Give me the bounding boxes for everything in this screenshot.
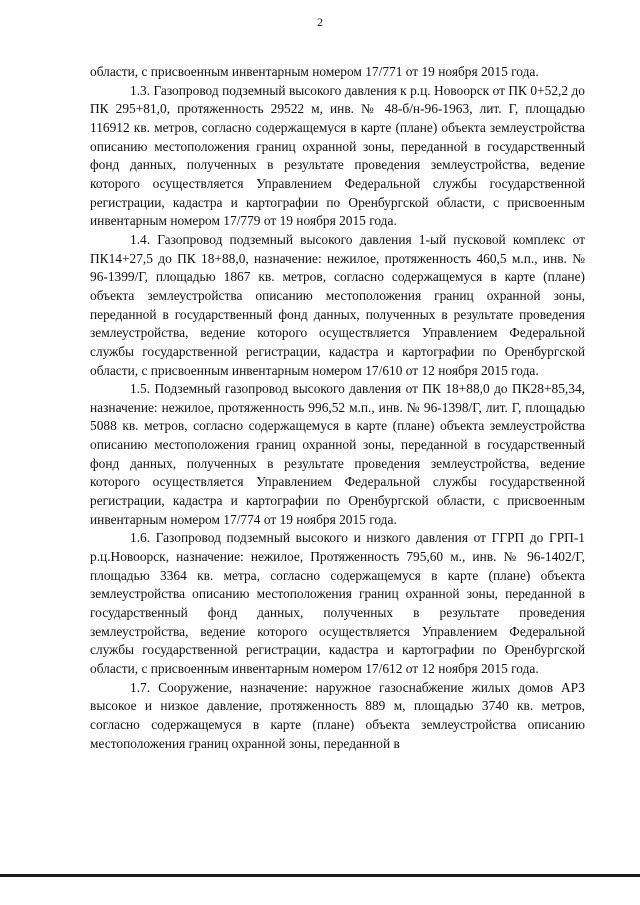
page-number: 2 bbox=[317, 15, 323, 29]
document-body bbox=[90, 63, 585, 753]
page-bottom-rule bbox=[0, 874, 640, 877]
paragraph-1-7: 1.7. Сооружение, назначение: наружное газоснабжение жилых домов АРЗ высокое и низкое давление, протяженность 889 м, площадью 3740 кв. метров, согласно содержащемуся в карте (плане) объекта землеустройства описанию местоположения границ охранной зоны, переданной в bbox=[90, 679, 585, 751]
paragraph-1-4: 1.4. Газопровод подземный высокого давления 1-ый пусковой комплекс от ПК14+27,5 до ПК 18+88,0, назначение: нежилое, протяженность 460,5 м.п., инв. № 96-1399/Г, площадью 1867 кв. метров, согласно содержащемуся в карте (плане) объекта землеустройства описанию местоположения границ охранной зоны, переданной в государственный фонд данных, полученных в результате проведения землеустройства, ведение которого осуществляется Управлением Федеральной службы государственной регистрации, кадастра и картографии по Оренбургской области, с присвоенным инвентарным номером 17/610 от 12 ноября 2015 года. bbox=[90, 231, 585, 378]
paragraph-1-5: 1.5. Подземный газопровод высокого давления от ПК 18+88,0 до ПК28+85,34, назначение: нежилое, протяженность 996,52 м.п., инв. № 96-1398/Г, лит. Г, площадью 5088 кв. метров, согласно содержащемуся в карте (плане) объекта землеустройства описанию местоположения границ охранной зоны, переданной в государственный фонд данных, полученных в результате проведения землеустройства, ведение которого осуществляется Управлением Федеральной службы государственной регистрации, кадастра и картографии по Оренбургской области, с присвоенным инвентарным номером 17/774 от 19 ноября 2015 года. bbox=[90, 381, 585, 527]
paragraph-continuation: области, с присвоенным инвентарным номером 17/771 от 19 ноября 2015 года. bbox=[90, 64, 539, 79]
paragraph-1-6: 1.6. Газопровод подземный высокого и низкого давления от ГГРП до ГРП-1 р.ц.Новоорск, назначение: нежилое, Протяженность 795,60 м., инв. № 96-1402/Г, площадью 3364 кв. метра, согласно содержащемуся в карте (плане) объекта землеустройства описанию местоположения границ охранной зоны, переданной в государственный фонд данных, полученных в результате проведения землеустройства, ведение которого осуществляется Управлением Федеральной службы государственной регистрации, кадастра и картографии по Оренбургской области, с присвоенным инвентарным номером 17/612 от 12 ноября 2015 года. bbox=[90, 530, 585, 676]
paragraph-1-3: 1.3. Газопровод подземный высокого давления к р.ц. Новоорск от ПК 0+52,2 до ПК 295+81,0, протяженность 29522 м, инв. № 48-б/н-96-1963, лит. Г, площадью 116912 кв. метров, согласно содержащемуся в карте (плане) объекта землеустройства описанию местоположения границ охранной зоны, переданной в государственный фонд данных, полученных в результате проведения землеустройства, ведение которого осуществляется Управлением Федеральной службы государственной регистрации, кадастра и картографии по Оренбургской области, с присвоенным инвентарным номером 17/779 от 19 ноября 2015 года. bbox=[90, 82, 585, 229]
